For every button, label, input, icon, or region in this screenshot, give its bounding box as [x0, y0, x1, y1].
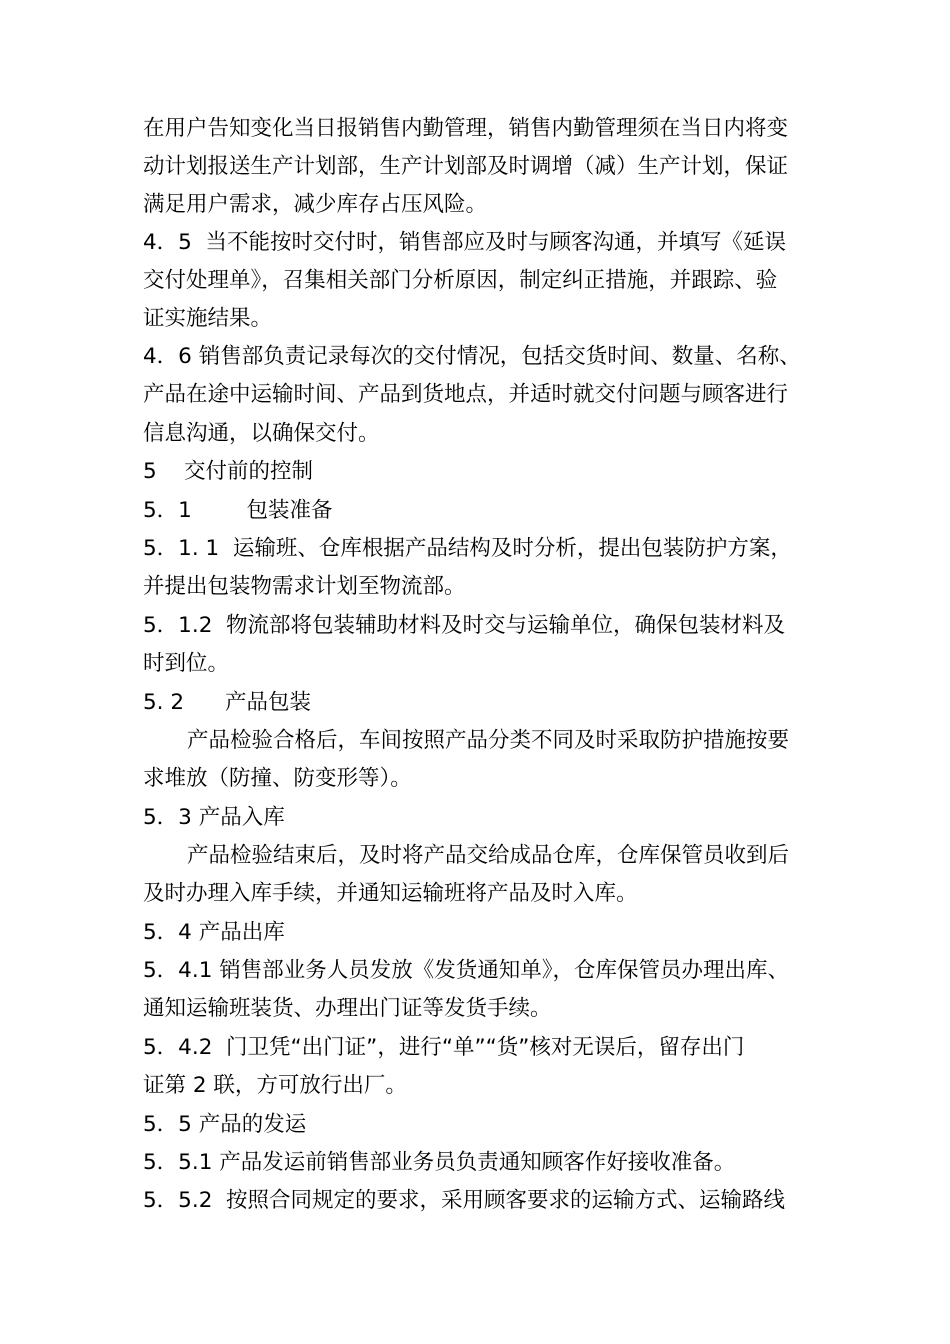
text-line: 产品在途中运输时间、产品到货地点，并适时就交付问题与顾客进行 — [143, 382, 789, 407]
text-line: 5．4.2 门卫凭“出门证”，进行“单”“货”核对无误后，留存出门 — [143, 1035, 745, 1060]
text-line: 动计划报送生产计划部，生产计划部及时调增（减）生产计划，保证 — [143, 154, 789, 179]
paragraph-line: 产品检验结束后，及时将产品交给成品仓库，仓库保管员收到后 — [187, 843, 790, 868]
text-line: 时到位。 — [143, 651, 230, 676]
text-line: 5．4.1 销售部业务人员发放《发货通知单》，仓库保管员办理出库、 — [143, 958, 789, 983]
text-line: 4．6 销售部负责记录每次的交付情况，包括交货时间、数量、名称、 — [143, 344, 801, 369]
text-line: 证第 2 联，方可放行出厂。 — [143, 1073, 407, 1098]
text-line: 交付处理单》，召集相关部门分析原因，制定纠正措施，并跟踪、验 — [143, 268, 778, 293]
subsection-heading: 5．3 产品入库 — [143, 805, 285, 830]
text-line: 5．1. 1 运输班、仓库根据产品结构及时分析，提出包装防护方案， — [143, 536, 792, 561]
section-heading: 5 交付前的控制 — [143, 459, 314, 484]
subsection-heading: 5．4 产品出库 — [143, 920, 285, 945]
text-line: 4．5 当不能按时交付时，销售部应及时与顾客沟通，并填写《延误 — [143, 230, 787, 255]
text-line: 通知运输班装货、办理出门证等发货手续。 — [143, 996, 552, 1021]
subsection-heading: 5．1 包装准备 — [143, 498, 333, 523]
text-line: 5．5.2 按照合同规定的要求，采用顾客要求的运输方式、运输路线 — [143, 1188, 786, 1213]
text-line: 5．1.2 物流部将包装辅助材料及时交与运输单位，确保包装材料及 — [143, 613, 786, 638]
text-line: 满足用户需求，减少库存占压风险。 — [143, 192, 488, 217]
text-line: 在用户告知变化当日报销售内勤管理，销售内勤管理须在当日内将变 — [143, 116, 789, 141]
text-line: 并提出包装物需求计划至物流部。 — [143, 574, 466, 599]
subsection-heading: 5. 2 产品包装 — [143, 690, 312, 715]
text-line: 信息沟通，以确保交付。 — [143, 421, 380, 446]
text-line: 5．5.1 产品发运前销售部业务员负责通知顾客作好接收准备。 — [143, 1150, 736, 1175]
text-line: 求堆放（防撞、防变形等）。 — [143, 766, 412, 791]
text-line: 证实施结果。 — [143, 306, 273, 331]
subsection-heading: 5．5 产品的发运 — [143, 1112, 307, 1137]
text-line: 及时办理入库手续，并通知运输班将产品及时入库。 — [143, 881, 638, 906]
paragraph-line: 产品检验合格后，车间按照产品分类不同及时采取防护措施按要 — [187, 728, 790, 753]
